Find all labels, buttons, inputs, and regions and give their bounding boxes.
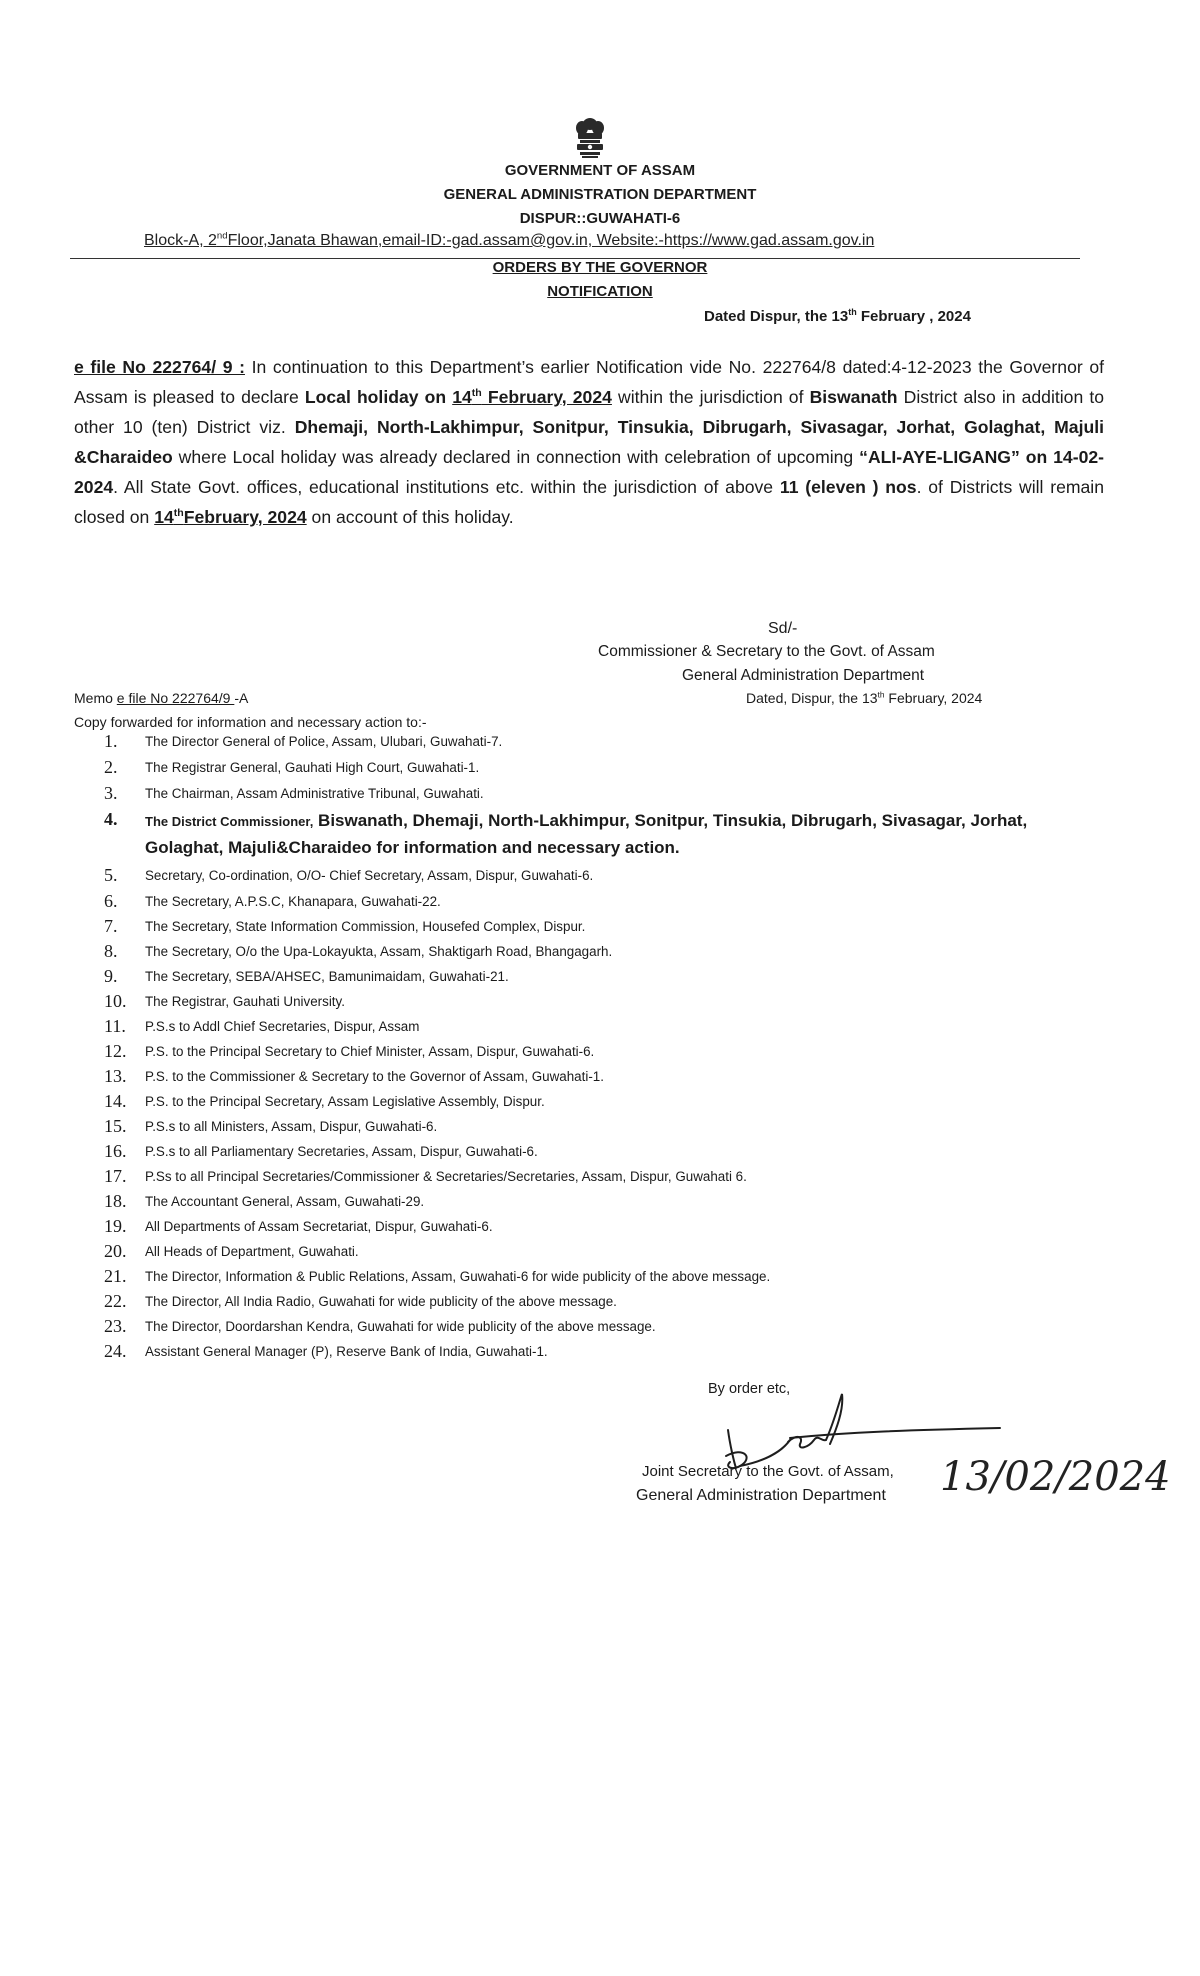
by-order-line: By order etc, [708, 1381, 791, 1397]
list-number: 10. [104, 991, 127, 1011]
list-number: 8. [104, 941, 118, 961]
list-number: 7. [104, 916, 118, 936]
list-text: The Registrar, Gauhati University. [145, 994, 345, 1009]
list-text: P.S. to the Principal Secretary to Chief Minister, Assam, Dispur, Guwahati-6. [145, 1044, 595, 1059]
list-text: Secretary, Co-ordination, O/O- Chief Secretary, Assam, Dispur, Guwahati-6. [145, 868, 594, 883]
list-text: P.Ss to all Principal Secretaries/Commissioner & Secretaries/Secretaries, Assam, Dispur, Guwahati 6. [145, 1169, 747, 1184]
memo-dated-pre: Dated, Dispur, the 13 [746, 690, 878, 706]
list-number: 21. [104, 1266, 127, 1286]
list-lead: The District Commissioner, [145, 814, 314, 829]
body-text-5: . All State Govt. offices, educational institutions etc. within the jurisdiction of above [113, 477, 780, 497]
list-number: 20. [104, 1241, 127, 1261]
notification-body [74, 352, 1104, 532]
list-text: The Director, Doordarshan Kendra, Guwahati for wide publicity of the above message. [145, 1319, 656, 1334]
list-text: The Secretary, O/o the Upa-Lokayukta, Assam, Shaktigarh Road, Bhangagarh. [145, 944, 613, 959]
memo-label: Memo [74, 690, 117, 706]
list-text: The Director, All India Radio, Guwahati for wide publicity of the above message. [145, 1294, 617, 1309]
body-text-3: District also in addition to other 10 (ten) District viz. [74, 387, 1104, 437]
list-text: P.S.s to Addl Chief Secretaries, Dispur, Assam [145, 1019, 420, 1034]
handwritten-date: 13/02/2024 [940, 1454, 1171, 1500]
notification-date [704, 308, 971, 325]
list-text-bold: Biswanath, Dhemaji, North-Lakhimpur, Sonitpur, Tinsukia, Dibrugarh, Sivasagar, Jorhat, Golaghat, Majuli&Charaideo for information and necessary action. [145, 811, 1028, 857]
body-text-6: . of Districts will remain closed on [74, 477, 1104, 527]
header-line-department: GENERAL ADMINISTRATION DEPARTMENT [443, 186, 757, 203]
holiday-date-2-post: February, 2024 [183, 507, 307, 527]
list-text: The Chairman, Assam Administrative Tribunal, Guwahati. [145, 786, 484, 801]
list-number: 14. [104, 1091, 127, 1111]
list-text: P.S.s to all Ministers, Assam, Dispur, Guwahati-6. [145, 1119, 438, 1134]
list-number: 4. [104, 809, 118, 829]
dated-post: February , 2024 [856, 308, 971, 325]
signatory-title: Commissioner & Secretary to the Govt. of Assam [598, 643, 935, 660]
address-pre: Block-A, 2 [144, 232, 217, 249]
memo-dated-post: February, 2024 [884, 690, 983, 706]
holiday-date-2-sup: th [173, 507, 184, 520]
address-sup: nd [216, 230, 228, 242]
holiday-date-2-pre: 14 [154, 507, 174, 527]
body-bold-2: Biswanath [809, 387, 898, 407]
list-text: The Secretary, SEBA/AHSEC, Bamunimaidam, Guwahati-21. [145, 969, 509, 984]
list-text: All Heads of Department, Guwahati. [145, 1244, 359, 1259]
list-number: 9. [104, 966, 118, 986]
header-line-government: GOVERNMENT OF ASSAM [504, 162, 696, 179]
memo-ref: e file No 222764/9 [116, 690, 235, 706]
list-text: P.S. to the Commissioner & Secretary to the Governor of Assam, Guwahati-1. [145, 1069, 604, 1084]
list-number: 24. [104, 1341, 127, 1361]
list-number: 13. [104, 1066, 127, 1086]
dated-sup: th [848, 307, 857, 317]
list-number: 22. [104, 1291, 127, 1311]
memo-date [746, 690, 982, 706]
list-number: 6. [104, 891, 118, 911]
list-text: The Director General of Police, Assam, Ulubari, Guwahati-7. [145, 734, 503, 749]
list-number: 15. [104, 1116, 127, 1136]
dated-pre: Dated Dispur, the 13 [704, 308, 849, 325]
memo-suffix: -A [234, 690, 249, 706]
list-number: 3. [104, 783, 118, 803]
list-number: 12. [104, 1041, 127, 1061]
list-number: 19. [104, 1216, 127, 1236]
holiday-date-1-post: February, 2024 [481, 387, 612, 407]
list-text: Assistant General Manager (P), Reserve Bank of India, Guwahati-1. [145, 1344, 548, 1359]
list-text: The Secretary, State Information Commission, Housefed Complex, Dispur. [145, 919, 586, 934]
list-number: 1. [104, 731, 118, 751]
memo-dated-sup: th [877, 689, 885, 700]
list-text: The Director, Information & Public Relations, Assam, Guwahati-6 for wide publicity of the above message. [145, 1269, 771, 1284]
memo-reference [74, 690, 248, 706]
list-text: P.S. to the Principal Secretary, Assam Legislative Assembly, Dispur. [145, 1094, 545, 1109]
list-text: All Departments of Assam Secretariat, Dispur, Guwahati-6. [145, 1219, 493, 1234]
joint-secretary-title: Joint Secretary to the Govt. of Assam, [642, 1463, 894, 1480]
list-text: The Registrar General, Gauhati High Court, Guwahati-1. [145, 760, 480, 775]
list-number: 23. [104, 1316, 127, 1336]
list-text: The Accountant General, Assam, Guwahati-29. [145, 1194, 425, 1209]
list-number: 5. [104, 865, 118, 885]
body-text-2: within the jurisdiction of [611, 387, 810, 407]
efile-number: e file No 222764/ 9 : [74, 357, 245, 377]
holiday-date-1-pre: 14 [452, 387, 472, 407]
holiday-date-2 [154, 507, 306, 527]
notification-heading: NOTIFICATION [547, 283, 653, 300]
list-number: 17. [104, 1166, 127, 1186]
list-text [145, 808, 1105, 861]
body-bold-1: Local holiday on [304, 387, 453, 407]
signatory-department: General Administration Department [682, 667, 925, 684]
body-text-1: In continuation to this Department’s earlier Notification vide No. 222764/8 dated:4-12-2023 the Governor of Assam is pleased to declare [74, 357, 1105, 407]
holiday-date-1 [452, 387, 612, 407]
header-line-location: DISPUR::GUWAHATI-6 [519, 210, 681, 227]
list-number: 11. [104, 1016, 126, 1036]
body-text-7: on account of this holiday. [306, 507, 514, 527]
list-text: P.S.s to all Parliamentary Secretaries, Assam, Dispur, Guwahati-6. [145, 1144, 538, 1159]
festival-name: “ALI-AYE-LIGANG” on 14-02-2024 [74, 447, 1104, 497]
copy-forwarded-line: Copy forwarded for information and necessary action to:- [74, 714, 427, 730]
body-text-4: where Local holiday was already declared in connection with celebration of upcoming [172, 447, 860, 467]
sd-mark: Sd/- [768, 620, 798, 637]
list-text: The Secretary, A.P.S.C, Khanapara, Guwahati-22. [145, 894, 441, 909]
orders-heading: ORDERS BY THE GOVERNOR [492, 259, 708, 276]
list-number: 18. [104, 1191, 127, 1211]
list-number: 16. [104, 1141, 127, 1161]
holiday-date-1-sup: th [471, 387, 482, 400]
closing-department: General Administration Department [636, 1487, 886, 1504]
district-count: 11 (eleven ) nos [779, 477, 917, 497]
district-list: Dhemaji, North-Lakhimpur, Sonitpur, Tinsukia, Dibrugarh, Sivasagar, Jorhat, Golaghat, Majuli &Charaideo [74, 417, 1104, 467]
national-emblem-icon [572, 116, 608, 162]
list-number: 2. [104, 757, 118, 777]
address-post: Floor,Janata Bhawan,email-ID:-gad.assam@gov.in, Website:-https://www.gad.assam.gov.in [227, 232, 875, 249]
